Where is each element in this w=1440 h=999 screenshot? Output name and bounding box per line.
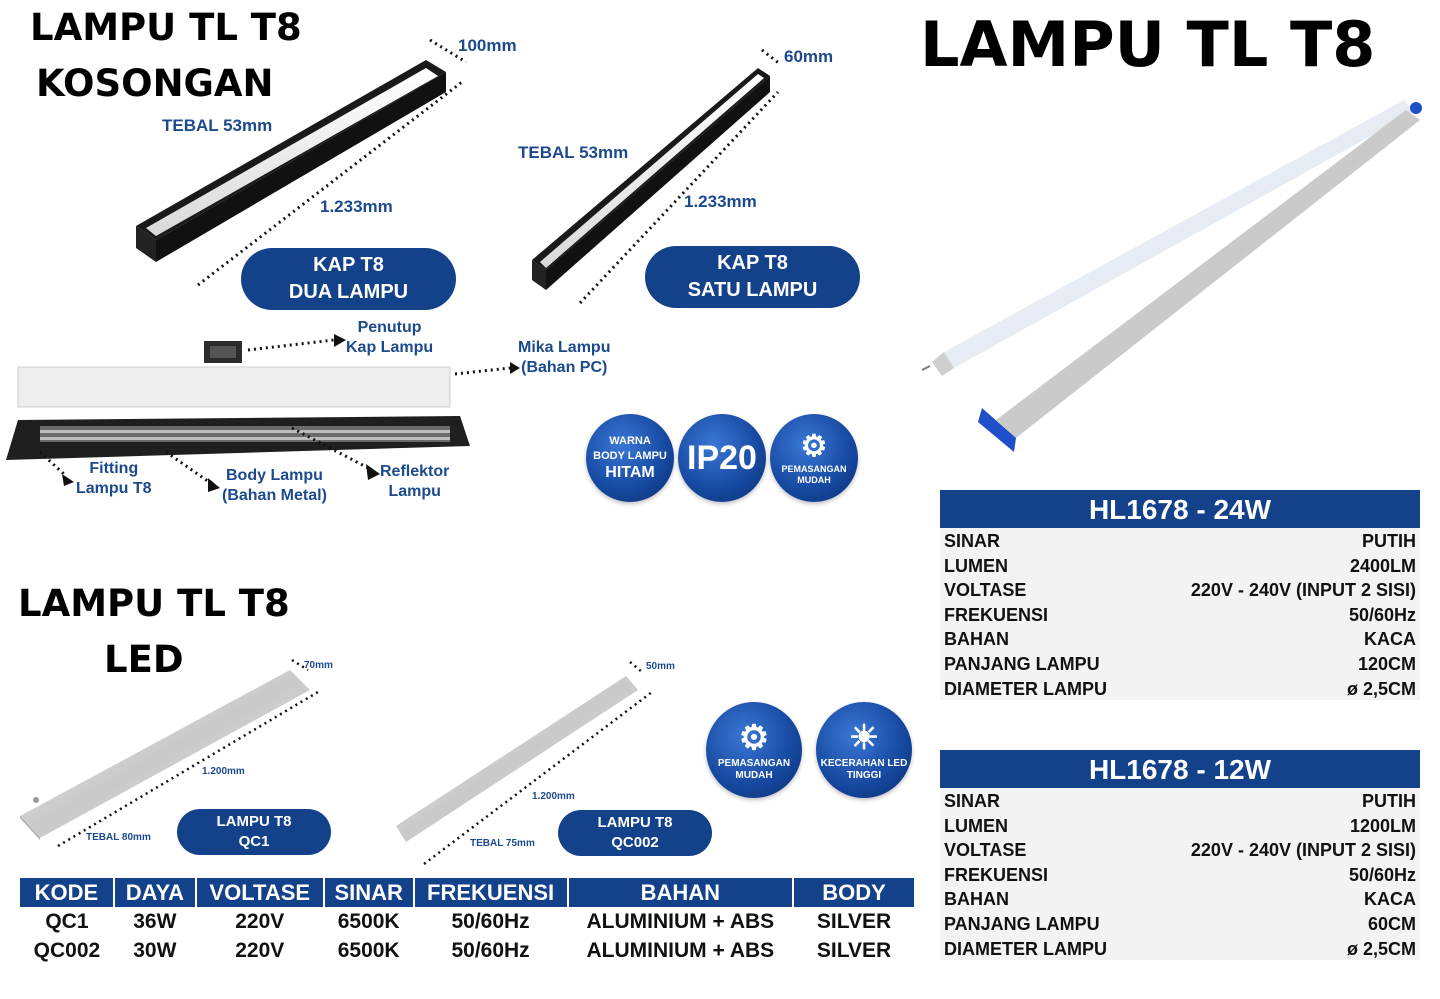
mika-lampu-label: Mika Lampu (Bahan PC): [518, 339, 611, 376]
spec-row: BAHAN KACA: [944, 629, 1416, 650]
tl-t8-tube-image: [922, 100, 1414, 376]
tl-t8-holder-image: [978, 102, 1422, 452]
table-header-sinar: SINAR: [324, 878, 414, 907]
spec-row: LUMEN 1200LM: [944, 815, 1416, 836]
qc002-width-label: 50mm: [646, 661, 675, 672]
spec-table-12w: [940, 750, 1420, 960]
spec-row: PANJANG LAMPU 60CM: [944, 913, 1416, 934]
kosongan-title-line1: LAMPU TL T8: [30, 6, 302, 49]
table-header-frekuensi: FREKUENSI: [414, 878, 568, 907]
wrench-gear-icon: ⚙: [738, 719, 770, 757]
qc002-tebal-label: TEBAL 75mm: [470, 838, 535, 849]
ip20-badge: IP20: [678, 414, 766, 502]
fitting-lampu-label: Fitting Lampu T8: [76, 460, 152, 497]
spec-row: SINAR PUTIH: [944, 791, 1416, 811]
kap-satu-lampu-pill: KAP T8 SATU LAMPU: [645, 246, 860, 308]
body-lampu-part: [6, 416, 470, 460]
table-header-row: [20, 878, 915, 907]
spec-row: DIAMETER LAMPU ø 2,5CM: [944, 938, 1416, 959]
table-header-bahan: BAHAN: [568, 878, 794, 907]
reflektor-lampu-label: Reflektor Lampu: [380, 463, 450, 500]
spec-table-24w: [940, 490, 1420, 700]
kecerahan-led-badge: ☀ KECERAHAN LED TINGGI: [816, 702, 912, 798]
penutup-kap-part: [204, 341, 242, 363]
spec-row: FREKUENSI 50/60Hz: [944, 604, 1416, 625]
spec-row: VOLTASE 220V - 240V (INPUT 2 SISI): [944, 580, 1416, 601]
qc002-length-label: 1.200mm: [532, 791, 575, 802]
wrench-gear-icon: ⚙: [800, 430, 828, 463]
spec-row: FREKUENSI 50/60Hz: [944, 864, 1416, 885]
dua-length-label: 1.233mm: [320, 197, 393, 216]
qc1-length-label: 1.200mm: [202, 766, 245, 777]
spec-title-24w: HL1678 - 24W: [940, 490, 1420, 528]
body-lampu-label: Body Lampu (Bahan Metal): [222, 467, 327, 504]
led-product-table: [20, 878, 916, 965]
dua-tebal-label: TEBAL 53mm: [162, 116, 273, 135]
main-title: LAMPU TL T8: [920, 8, 1376, 81]
table-header-voltase: VOLTASE: [196, 878, 324, 907]
table-header-daya: DAYA: [114, 878, 196, 907]
spec-row: SINAR PUTIH: [944, 531, 1416, 551]
spec-title-12w: HL1678 - 12W: [940, 750, 1420, 788]
table-row: QC1 36W 220V 6500K 50/60Hz ALUMINIUM + ABS SILVER: [45, 909, 892, 933]
qc1-tebal-label: TEBAL 80mm: [86, 832, 151, 843]
spec-row: VOLTASE 220V - 240V (INPUT 2 SISI): [944, 840, 1416, 861]
satu-tebal-label: TEBAL 53mm: [518, 143, 629, 162]
kap-dua-lampu-fixture: [136, 60, 446, 262]
penutup-kap-label: Penutup Kap Lampu: [346, 319, 434, 356]
spec-row: BAHAN KACA: [944, 889, 1416, 910]
table-header-body: BODY: [793, 878, 915, 907]
table-header-kode: KODE: [20, 878, 114, 907]
mika-lampu-part: [18, 367, 450, 407]
dua-width-label: 100mm: [458, 36, 517, 55]
satu-width-label: 60mm: [784, 47, 834, 66]
led-title-line2: LED: [104, 638, 184, 681]
kosongan-title-line2: KOSONGAN: [36, 62, 274, 105]
spec-row: DIAMETER LAMPU ø 2,5CM: [944, 678, 1416, 699]
spec-row: PANJANG LAMPU 120CM: [944, 653, 1416, 674]
warna-body-badge: WARNA BODY LAMPU HITAM: [586, 414, 674, 502]
qc1-width-label: 70mm: [304, 660, 333, 671]
sun-icon: ☀: [848, 719, 880, 757]
kap-dua-lampu-pill: KAP T8 DUA LAMPU: [241, 248, 456, 310]
pemasangan-mudah-badge-2: ⚙ PEMASANGAN MUDAH: [706, 702, 802, 798]
lampu-qc1-pill: LAMPU T8 QC1: [177, 809, 331, 855]
lampu-qc002-pill: LAMPU T8 QC002: [558, 810, 712, 856]
table-row: QC002 30W 220V 6500K 50/60Hz ALUMINIUM + ABS SILVER: [33, 938, 892, 962]
led-title-line1: LAMPU TL T8: [18, 582, 290, 625]
spec-row: LUMEN 2400LM: [944, 555, 1416, 576]
pemasangan-mudah-badge-1: ⚙ PEMASANGAN MUDAH: [770, 414, 858, 502]
satu-length-label: 1.233mm: [684, 192, 757, 211]
